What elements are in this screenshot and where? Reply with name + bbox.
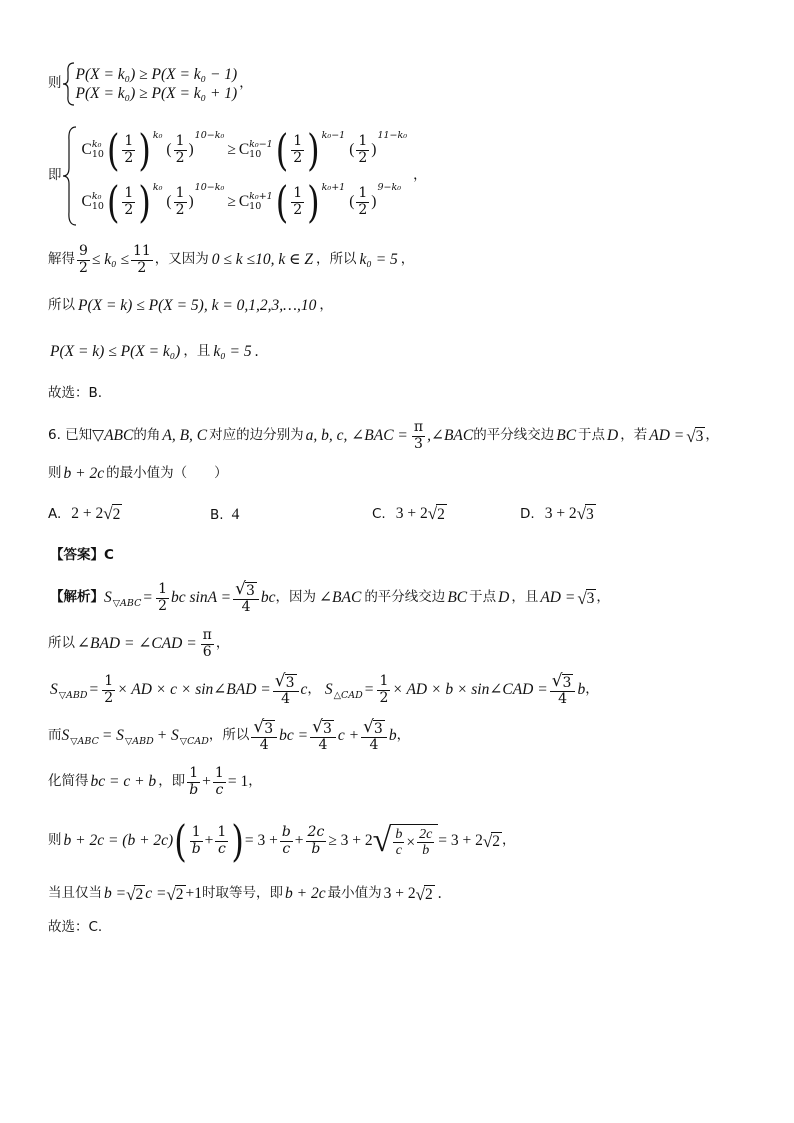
system-rows bbox=[76, 67, 238, 102]
question-6-stem-line-1: 6. 已知 ▽ABC 的角 A, B, C 对应的边分别为 a, b, c, ∠BAC = $\frac{\pi}{3}$ ,∠BAC 的平分线交边 BC 于点 D ，若 AD = √ 3 ， bbox=[48, 419, 719, 452]
analysis-line-2: 所以 ∠BAD = ∠CAD = $\frac{\pi}{6}$ ， bbox=[48, 627, 230, 660]
binomial-row-1: C k₀ 10 ( $\frac{1}{2}$ ) k₀ ( $\frac{1}{2}$ ) 10−k₀ ≥ C k₀−1 10 ( $\frac{1}{2}$ ) k₀−1 ( $\frac{1}{2}$ ) 11−k₀ bbox=[81, 124, 408, 176]
analysis-line-4: 而 S ▽ABC = S ▽ABD + S ▽CAD ，所以 √ 3 4 bc = √ 3 4 c + √ 3 4 b ， bbox=[48, 717, 411, 754]
brace-icon bbox=[62, 126, 78, 226]
question-6-stem-line-2: 则 b + 2c 的最小值为（ ） bbox=[48, 465, 228, 483]
analysis-line-7: 当且仅当 b = √ 2 c = √ 2 +1 时取等号，即 b + 2c 最小值为 3 + 2 √ 2 . bbox=[48, 884, 442, 904]
binomial-row-2: C k₀ 10 ( $\frac{1}{2}$ ) k₀ ( $\frac{1}{2}$ ) 10−k₀ ≥ C k₀+1 10 ( $\frac{1}{2}$ ) k₀+1 ( $\frac{1}{2}$ ) 9−k₀ bbox=[81, 176, 402, 228]
analysis-line-3: S ▽ABD = $\frac{1}{2}$ × AD × c × sin∠BAD = √ 3 4 c ， S △CAD = $\frac{1}{2}$ × AD × b × sin∠CAD = √ 3 4 b ， bbox=[50, 671, 599, 708]
brace-icon bbox=[62, 62, 76, 106]
answer-label: 【答案】C bbox=[50, 547, 114, 564]
option-d[interactable]: D. 3 + 2 √ 3 bbox=[520, 504, 594, 523]
system-row-2: P(X = k₀) ≥ P(X = k₀ + 1) bbox=[75, 85, 238, 102]
solve-range-line: 解得 $\frac{9}{2}$ ≤ k₀ ≤ $\frac{11}{2}$ ，又因为 0 ≤ k ≤10, k ∈ Z ，所以 k₀ = 5 ， bbox=[48, 243, 415, 276]
answer-choice-c: 故选：C. bbox=[48, 919, 103, 936]
option-a[interactable]: A. 2 + 2 √ 2 bbox=[48, 504, 121, 523]
analysis-line-1: 【解析】 S ▽ABC = $\frac{1}{2}$ bc sinA = √ 3 4 bc ，因为 ∠BAC 的平分线交边 BC 于点 D ，且 AD = √ 3 ， bbox=[50, 579, 610, 616]
text-ze: 则 bbox=[48, 75, 62, 92]
left-brace bbox=[62, 126, 78, 226]
binomial-rows bbox=[81, 124, 408, 228]
option-b[interactable]: B. 4 bbox=[210, 506, 240, 523]
conclusion-line-2: P(X = k) ≤ P(X = k₀) ，且 k₀ = 5 . bbox=[50, 343, 259, 361]
analysis-line-6: 则 b + 2c = (b + 2c) ( $\frac{1}{b}$ + $\frac{1}{c}$ ) = 3 + $\frac{b}{c}$ + $\frac{2c}{b}$ ≥ 3 + 2 √ $\frac{b}{c}$ × $\frac{2c}{b}$ = 3 + 2 √ 2 ， bbox=[48, 815, 516, 867]
comma: ， bbox=[239, 75, 253, 92]
sqrt-3: √ 3 bbox=[686, 426, 704, 446]
text-ji: 即 bbox=[48, 167, 62, 184]
analysis-line-5: 化简得 bc = c + b ，即 $\frac{1}{b}$ + $\frac{1}{c}$ = 1 ， bbox=[48, 765, 262, 798]
option-c[interactable]: C. 3 + 2 √ 2 bbox=[372, 504, 445, 523]
answer-choice-b: 故选：B. bbox=[48, 385, 103, 402]
system-inequality-2: 即 C k₀ 10 ( $\frac{1}{2}$ ) k₀ ( $\frac{1}{2}$ ) 10−k₀ ≥ C k₀−1 10 ( $\frac{1}{2}$ ) k₀−1 ( $\frac{1}{2}$ ) 11−k₀ C k₀ 10 ( $\frac{1}{2}$ ) k₀ ( $\frac{1}{2}$ ) 10−k₀ ≥ C k₀+1 10 ( $\frac{1}{2}$ ) k₀+1 ( $\frac{1}{2}$ ) 9−k₀ ， bbox=[48, 124, 427, 228]
left-brace bbox=[62, 62, 76, 106]
conclusion-line-1: 所以 P(X = k) ≤ P(X = 5), k = 0,1,2,3,…,10 ， bbox=[48, 297, 333, 315]
system-row-1: P(X = k₀) ≥ P(X = k₀ − 1) bbox=[75, 65, 238, 83]
system-inequality-1 bbox=[48, 62, 253, 106]
